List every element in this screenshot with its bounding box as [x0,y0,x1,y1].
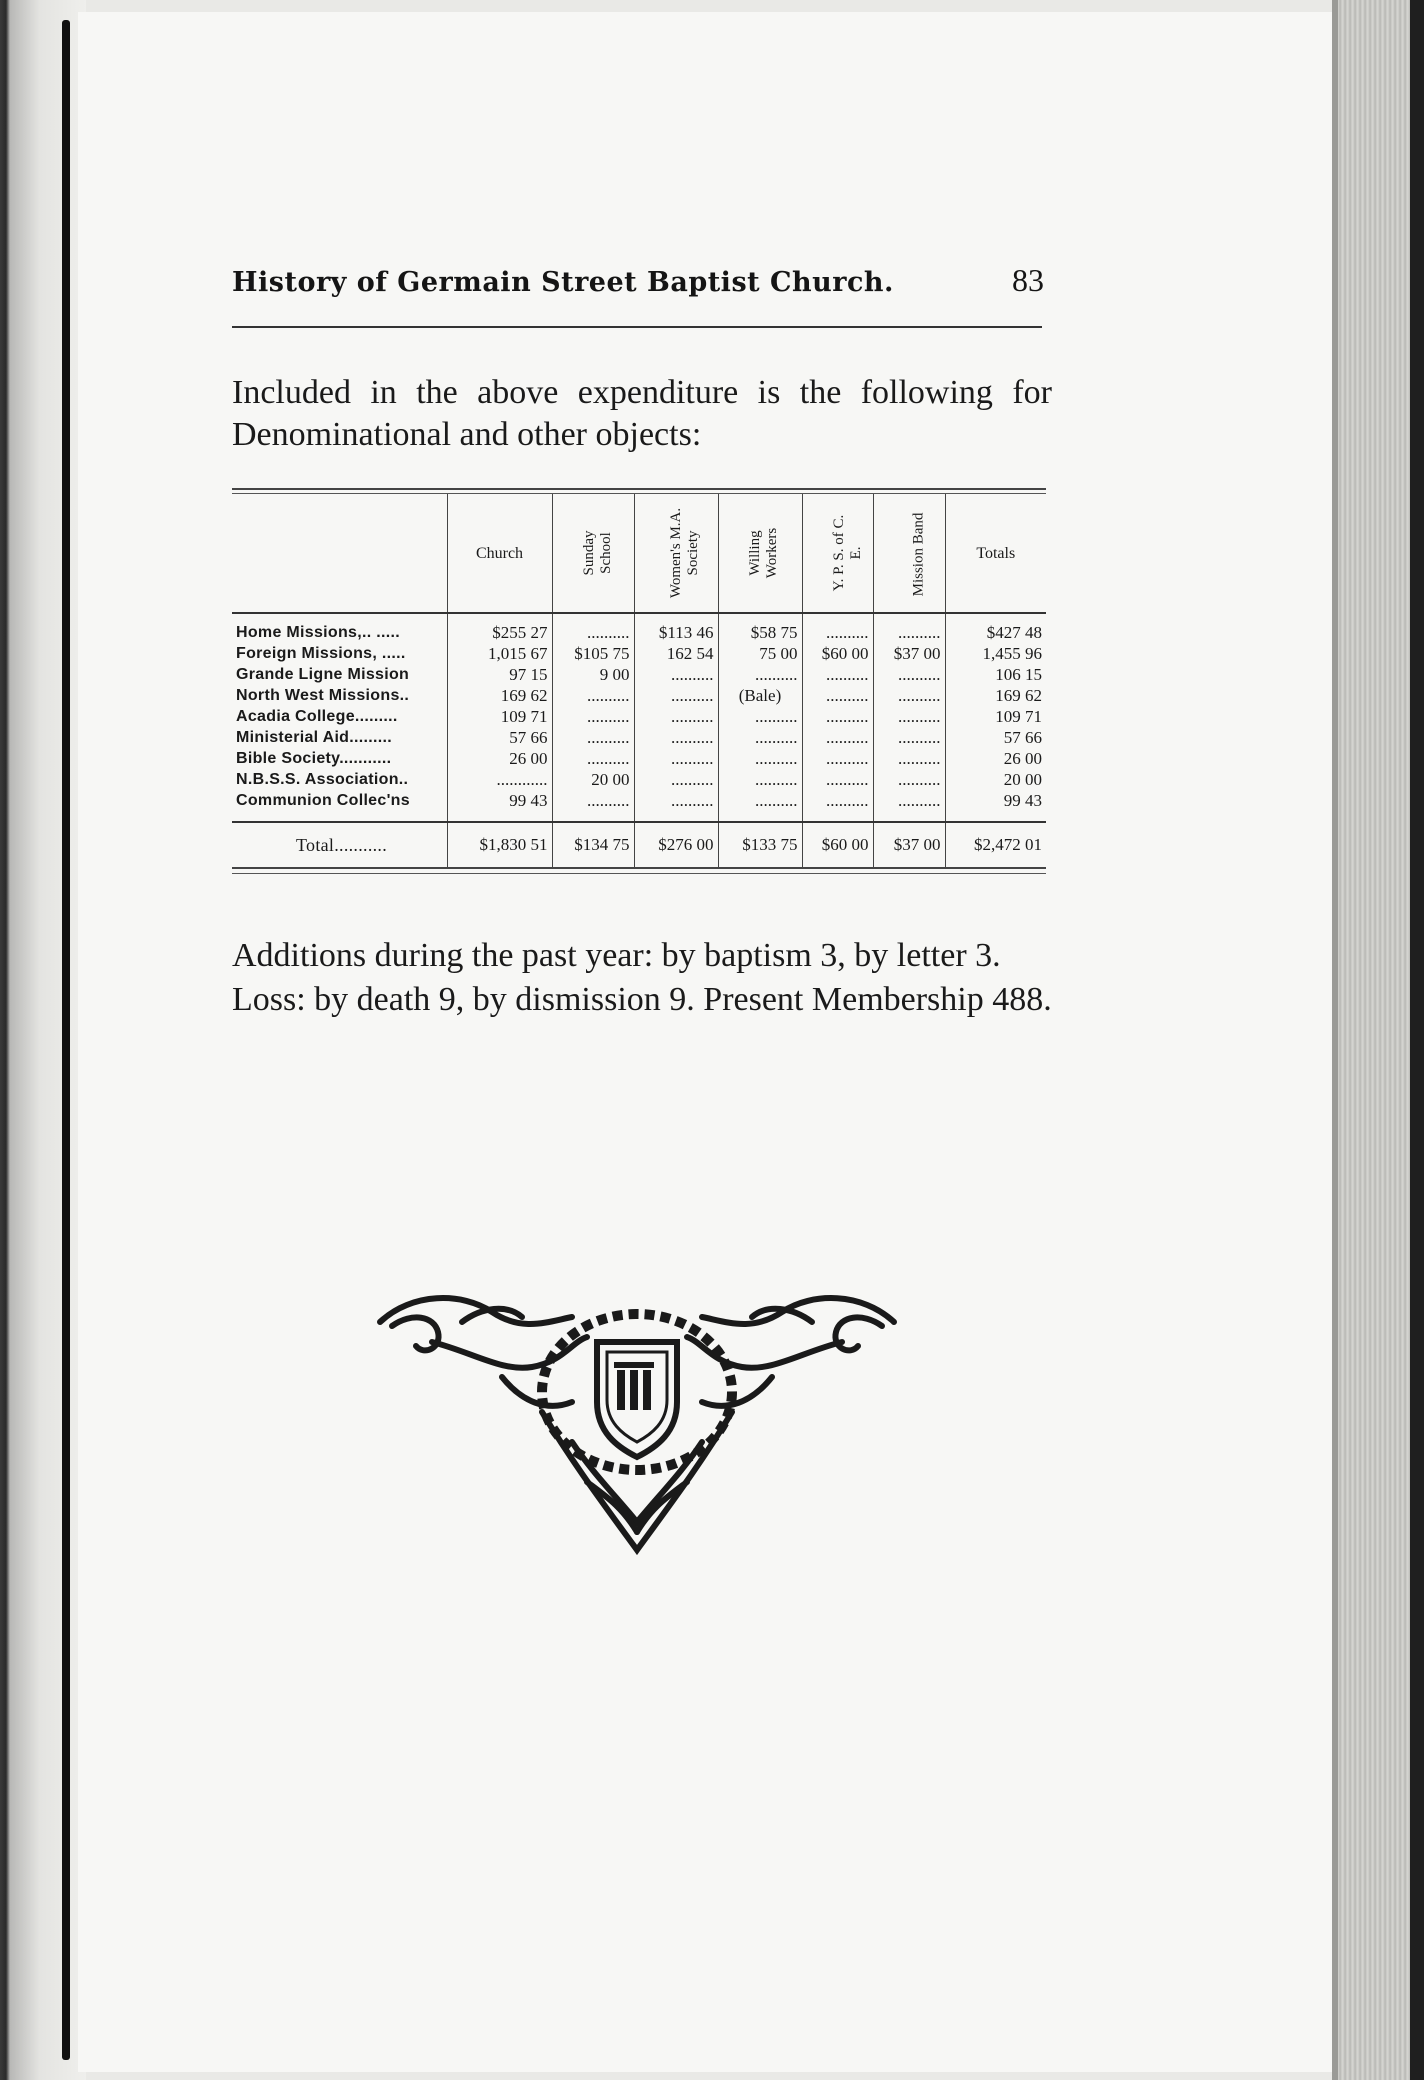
row-label: North West Missions.. [236,687,410,704]
cell-church: $255 27 [447,613,552,643]
cell-womens-ma: .......... [634,664,718,685]
cell-womens-ma: .......... [634,727,718,748]
column-header-ypsce: Y. P. S. of C. E. [802,494,873,613]
page-number: 83 [1012,262,1044,298]
column-header-willing-workers: Willing Workers [718,494,802,613]
column-header-totals: Totals [945,494,1046,613]
cell-womens-ma: .......... [634,790,718,822]
cell-willing-workers: .......... [718,748,802,769]
running-title: History of Germain Street Baptist Church. [232,267,894,298]
table-row [232,790,1046,822]
table-row [232,685,1046,706]
total-ypsce: $60 00 [802,822,873,867]
cell-mission-band: .......... [873,769,945,790]
cell-mission-band: .......... [873,748,945,769]
cell-willing-workers: 75 00 [718,643,802,664]
running-head [232,262,1044,312]
cell-ypsce: .......... [802,706,873,727]
cell-total: 57 66 [945,727,1046,748]
intro-paragraph: Included in the above expenditure is the following for Denominational and other objects: [232,374,1052,453]
cell-sunday-school: .......... [552,748,634,769]
table-row [232,664,1046,685]
cell-church: 109 71 [447,706,552,727]
cell-mission-band: .......... [873,664,945,685]
column-header-church: Church [447,494,552,613]
cell-total: $427 48 [945,613,1046,643]
column-header-sunday-school: Sunday School [552,494,634,613]
row-label: N.B.S.S. Association.. [236,771,409,788]
row-label: Acadia College......... [236,708,398,725]
header-rule [232,326,1042,328]
expenditure-table-block [232,488,1046,874]
cell-total: 169 62 [945,685,1046,706]
cell-ypsce: .......... [802,727,873,748]
cell-sunday-school: .......... [552,613,634,643]
cell-ypsce: .......... [802,769,873,790]
cell-mission-band: .......... [873,613,945,643]
cell-mission-band: .......... [873,685,945,706]
cell-ypsce: .......... [802,748,873,769]
cell-total: 99 43 [945,790,1046,822]
book-binding [0,0,86,2080]
column-header-label [232,494,447,613]
cell-sunday-school: .......... [552,685,634,706]
cell-sunday-school: $105 75 [552,643,634,664]
row-label: Bible Society........... [236,750,392,767]
cell-church: 169 62 [447,685,552,706]
cell-sunday-school: .......... [552,727,634,748]
cell-willing-workers: (Bale) [718,685,802,706]
cell-willing-workers: .......... [718,769,802,790]
cell-church: 57 66 [447,727,552,748]
cell-willing-workers: .......... [718,727,802,748]
cell-ypsce: .......... [802,664,873,685]
table-row [232,643,1046,664]
cell-willing-workers: $58 75 [718,613,802,643]
table-total-row [232,822,1046,867]
cell-sunday-school: .......... [552,706,634,727]
cell-womens-ma: $113 46 [634,613,718,643]
cell-womens-ma: .......... [634,748,718,769]
cell-total: 26 00 [945,748,1046,769]
cell-sunday-school: .......... [552,790,634,822]
cell-ypsce: .......... [802,613,873,643]
table-row [232,748,1046,769]
table-bottom-rule [232,867,1046,874]
total-sunday-school: $134 75 [552,822,634,867]
cell-willing-workers: .......... [718,664,802,685]
total-womens-ma: $276 00 [634,822,718,867]
cell-mission-band: $37 00 [873,643,945,664]
total-willing-workers: $133 75 [718,822,802,867]
expenditure-table [232,494,1046,867]
cell-total: 106 15 [945,664,1046,685]
cell-total: 20 00 [945,769,1046,790]
row-label: Home Missions,.. ..... [236,624,400,641]
cell-womens-ma: .......... [634,706,718,727]
table-row [232,769,1046,790]
cell-church: 1,015 67 [447,643,552,664]
cell-ypsce: $60 00 [802,643,873,664]
cell-church: 26 00 [447,748,552,769]
cell-willing-workers: .......... [718,790,802,822]
decorative-ornament-icon [372,1282,902,1562]
cell-ypsce: .......... [802,790,873,822]
cell-total: 1,455 96 [945,643,1046,664]
cell-sunday-school: 9 00 [552,664,634,685]
cell-sunday-school: 20 00 [552,769,634,790]
cell-womens-ma: .......... [634,769,718,790]
table-header-row [232,494,1046,613]
column-header-mission-band: Mission Band [873,494,945,613]
total-church: $1,830 51 [447,822,552,867]
cell-church: 99 43 [447,790,552,822]
row-label: Foreign Missions, ..... [236,645,406,662]
binding-edge [62,20,70,2060]
cell-womens-ma: 162 54 [634,643,718,664]
row-label: Communion Collec'ns [236,792,410,809]
row-label: Ministerial Aid......... [236,729,392,746]
total-mission-band: $37 00 [873,822,945,867]
total-grand: $2,472 01 [945,822,1046,867]
table-row [232,727,1046,748]
book-page [78,12,1338,2072]
cell-mission-band: .......... [873,727,945,748]
cell-willing-workers: .......... [718,706,802,727]
row-label: Grande Ligne Mission [236,666,410,683]
cell-mission-band: .......... [873,790,945,822]
cell-mission-band: .......... [873,706,945,727]
table-row [232,613,1046,643]
table-row [232,706,1046,727]
total-label: Total........... [232,822,447,867]
cell-womens-ma: .......... [634,685,718,706]
cell-total: 109 71 [945,706,1046,727]
cell-church: ............ [447,769,552,790]
column-header-womens-ma-society: Women's M.A. Society [634,494,718,613]
cell-church: 97 15 [447,664,552,685]
additions-paragraph: Additions during the past year: by baptism 3, by letter 3. Loss: by death 9, by dismission 9. Present Membership 488. [232,937,1052,1018]
page-edges [1332,0,1424,2080]
cell-ypsce: .......... [802,685,873,706]
